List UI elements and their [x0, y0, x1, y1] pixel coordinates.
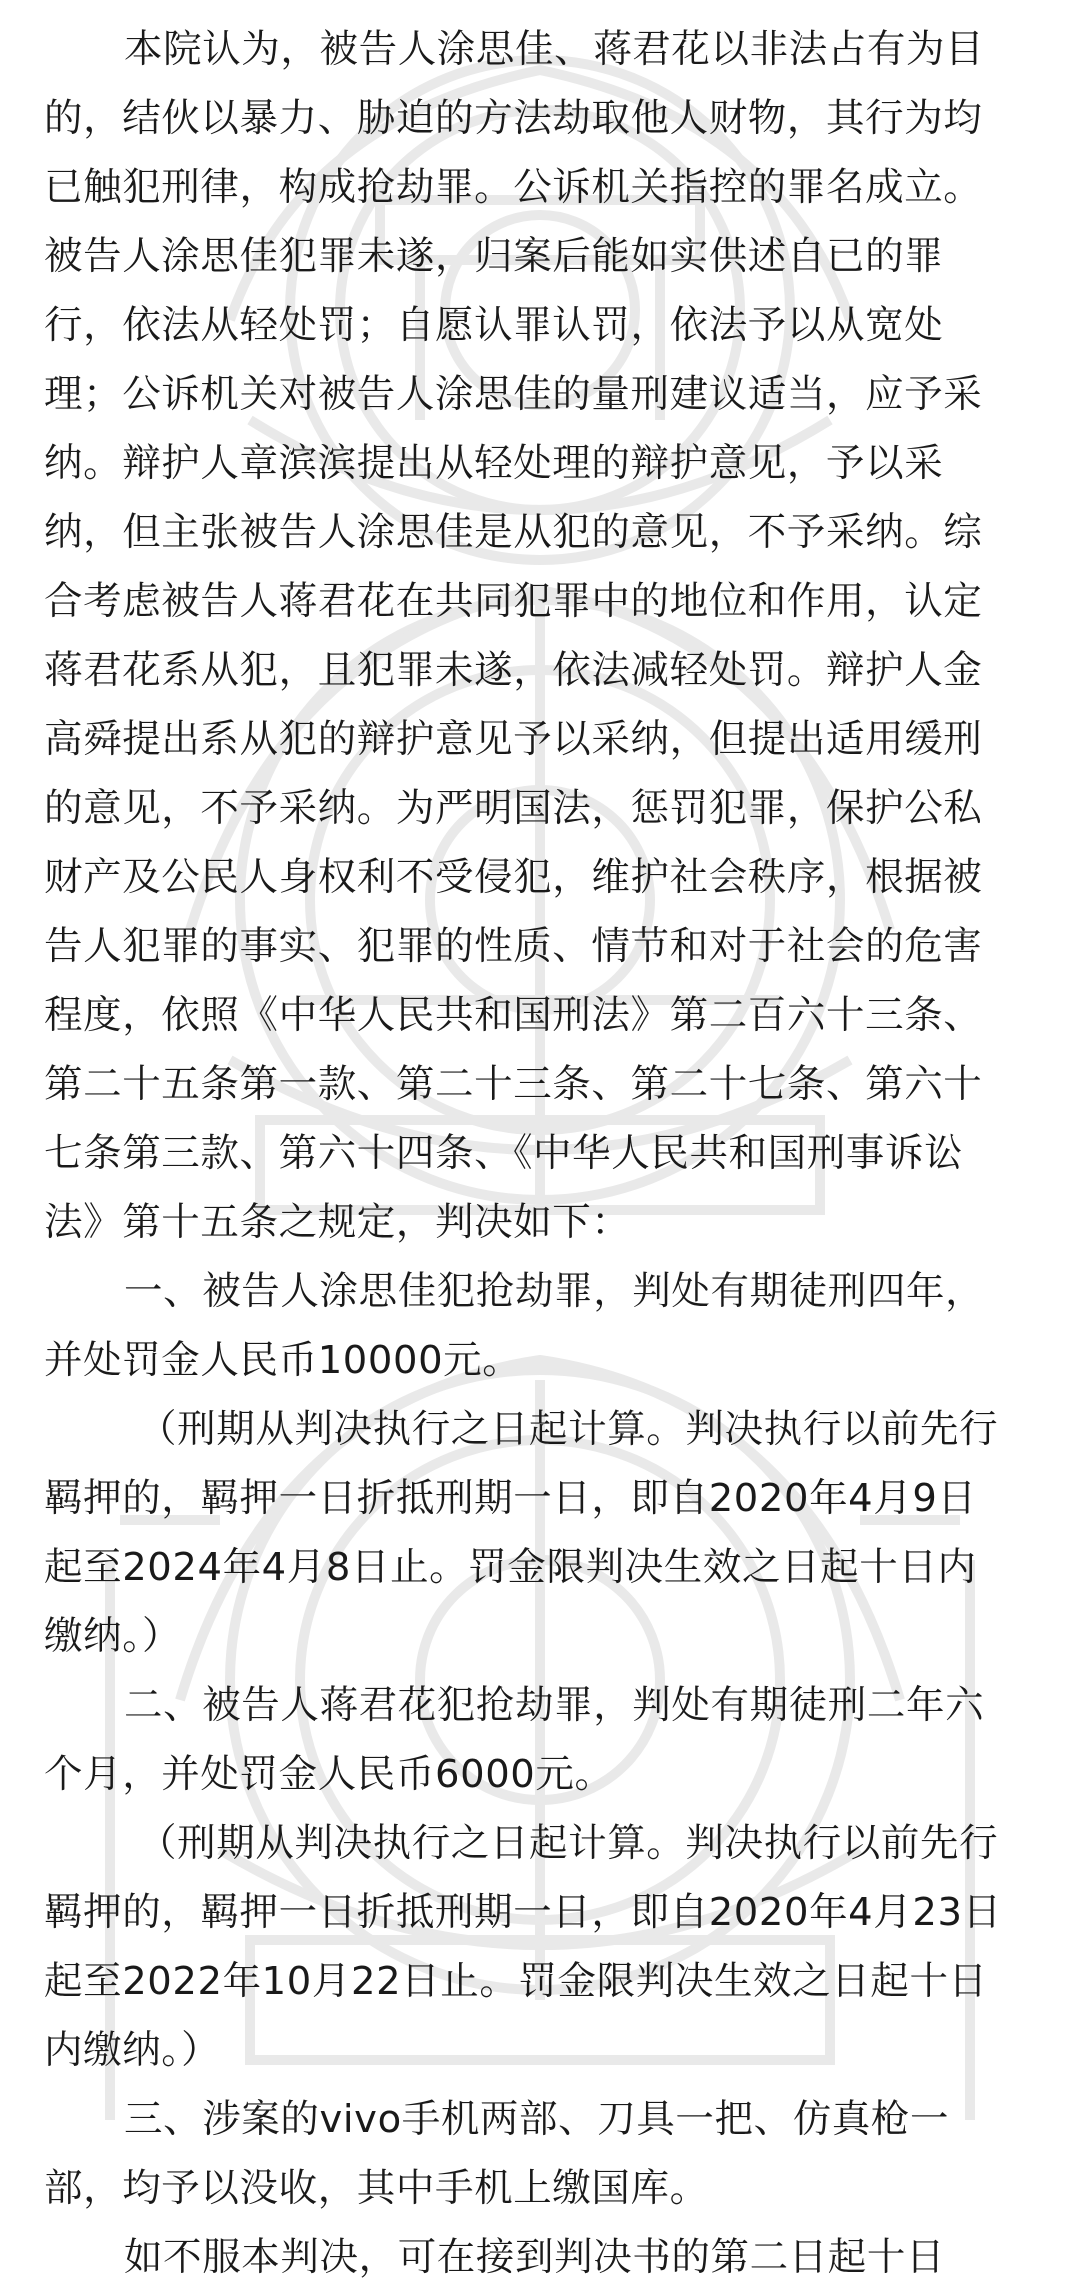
- text-line: 部，均予以没收，其中手机上缴国库。: [44, 2166, 709, 2211]
- text-line: 蒋君花系从犯，且犯罪未遂，依法减轻处罚。辩护人金: [44, 648, 983, 693]
- text-line: 理；公诉机关对被告人涂思佳的量刑建议适当，应予采: [44, 372, 983, 417]
- text-line: 高舜提出系从犯的辩护意见予以采纳，但提出适用缓刑: [44, 717, 983, 762]
- text-line: 纳，但主张被告人涂思佳是从犯的意见，不予采纳。综: [44, 510, 983, 555]
- text-line: 法》第十五条之规定，判决如下：: [44, 1200, 631, 1245]
- text-line: 缴纳。）: [44, 1614, 182, 1659]
- text-line: 羁押的，羁押一日折抵刑期一日，即自2020年4月9日: [44, 1476, 977, 1521]
- text-line: 已触犯刑律，构成抢劫罪。公诉机关指控的罪名成立。: [44, 165, 983, 210]
- text-line: （刑期从判决执行之日起计算。判决执行以前先行: [138, 1407, 999, 1452]
- text-line: 起至2022年10月22日止。罚金限判决生效之日起十日: [44, 1959, 988, 2004]
- text-line: 个月，并处罚金人民币6000元。: [44, 1752, 614, 1797]
- text-line: 被告人涂思佳犯罪未遂，归案后能如实供述自已的罪: [44, 234, 944, 279]
- text-line: 本院认为，被告人涂思佳、蒋君花以非法占有为目: [124, 27, 985, 72]
- text-line: （刑期从判决执行之日起计算。判决执行以前先行: [138, 1821, 999, 1866]
- text-line: 的，结伙以暴力、胁迫的方法劫取他人财物，其行为均: [44, 96, 983, 141]
- text-line: 七条第三款、第六十四条、《中华人民共和国刑事诉讼: [44, 1131, 964, 1176]
- text-line: 一、被告人涂思佳犯抢劫罪，判处有期徒刑四年，: [124, 1269, 985, 1314]
- text-line: 如不服本判决，可在接到判决书的第二日起十日: [124, 2235, 946, 2280]
- text-line: 并处罚金人民币10000元。: [44, 1338, 522, 1383]
- text-line: 程度，依照《中华人民共和国刑法》第二百六十三条、: [44, 993, 983, 1038]
- text-line: 的意见，不予采纳。为严明国法，惩罚犯罪，保护公私: [44, 786, 983, 831]
- text-line: 第二十五条第一款、第二十三条、第二十七条、第六十: [44, 1062, 983, 1107]
- text-line: 三、涉案的vivo手机两部、刀具一把、仿真枪一: [124, 2097, 950, 2142]
- text-line: 行，依法从轻处罚；自愿认罪认罚，依法予以从宽处: [44, 303, 944, 348]
- text-line: 财产及公民人身权利不受侵犯，维护社会秩序，根据被: [44, 855, 983, 900]
- text-line: 合考虑被告人蒋君花在共同犯罪中的地位和作用，认定: [44, 579, 983, 624]
- text-line: 内缴纳。）: [44, 2028, 221, 2073]
- text-line: 二、被告人蒋君花犯抢劫罪，判处有期徒刑二年六: [124, 1683, 985, 1728]
- text-line: 告人犯罪的事实、犯罪的性质、情节和对于社会的危害: [44, 924, 983, 969]
- text-line: 羁押的，羁押一日折抵刑期一日，即自2020年4月23日: [44, 1890, 1002, 1935]
- text-line: 起至2024年4月8日止。罚金限判决生效之日起十日内: [44, 1545, 977, 1590]
- text-line: 纳。辩护人章滨滨提出从轻处理的辩护意见，予以采: [44, 441, 944, 486]
